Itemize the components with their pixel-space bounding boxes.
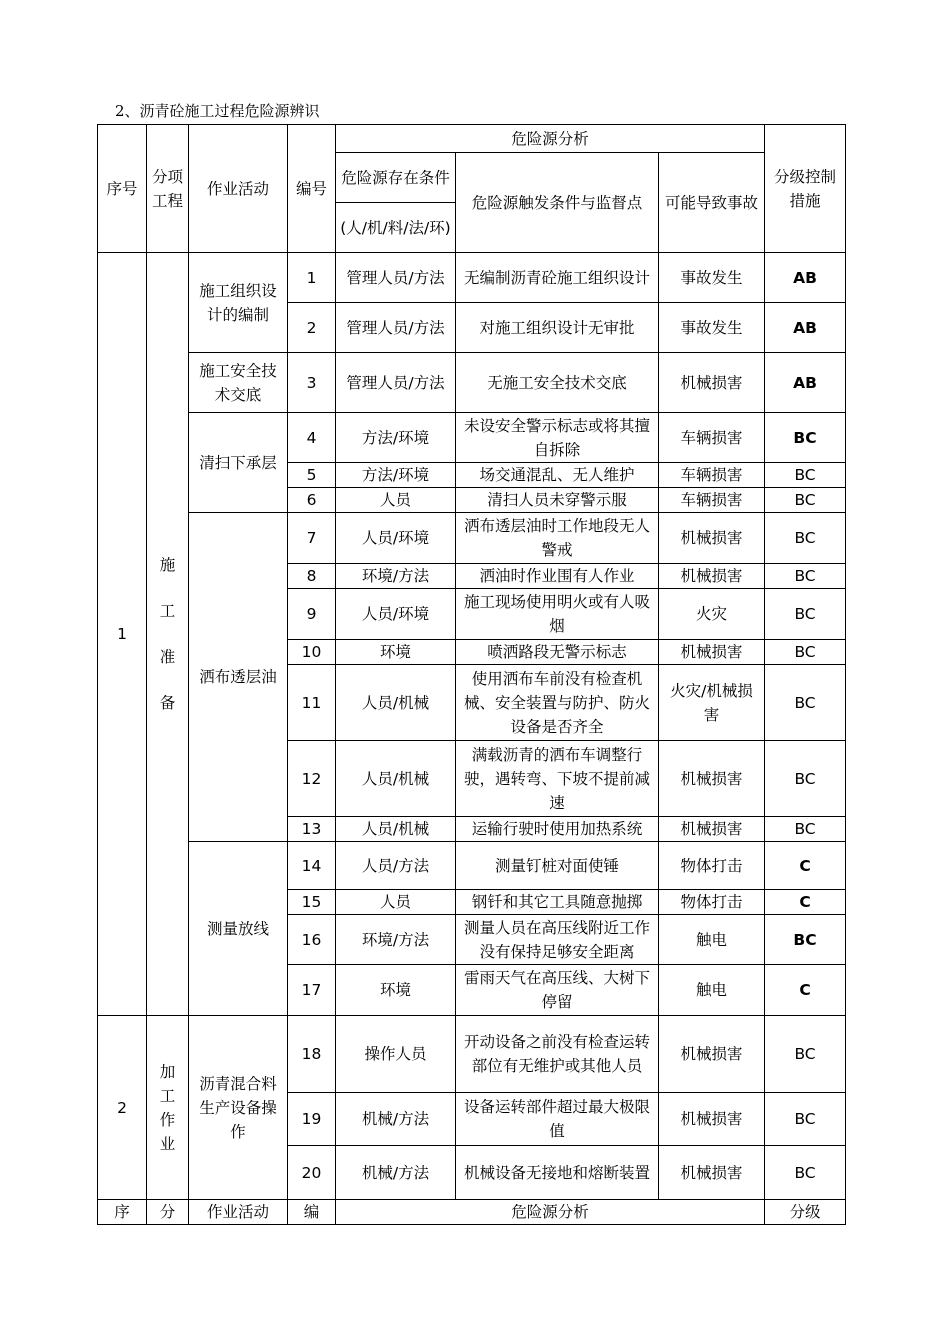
header-activity: 作业活动 (189, 125, 288, 253)
footer-num: 编 (288, 1200, 336, 1225)
row-control: C (765, 890, 846, 915)
row-condition: 管理人员/方法 (336, 253, 456, 303)
row-num: 5 (288, 463, 336, 488)
group-seq: 1 (98, 253, 147, 1016)
row-condition: 人员/环境 (336, 589, 456, 640)
row-condition: 人员/环境 (336, 513, 456, 564)
row-control: BC (765, 564, 846, 589)
hazard-table (97, 124, 846, 1225)
row-trigger: 无编制沥青砼施工组织设计 (456, 253, 659, 303)
row-accident: 机械损害 (659, 1093, 765, 1146)
header-accident: 可能导致事故 (659, 153, 765, 253)
header-trigger: 危险源触发条件与监督点 (456, 153, 659, 253)
row-accident: 车辆损害 (659, 413, 765, 463)
header-condition-types: (人/机/料/法/环) (336, 203, 456, 253)
row-accident: 机械损害 (659, 640, 765, 665)
row-trigger: 设备运转部件超过最大极限值 (456, 1093, 659, 1146)
row-num: 8 (288, 564, 336, 589)
table-row (98, 1016, 846, 1093)
row-num: 14 (288, 842, 336, 890)
activity-cell: 测量放线 (189, 842, 288, 1016)
row-accident: 火灾 (659, 589, 765, 640)
row-accident: 事故发生 (659, 303, 765, 353)
row-accident: 物体打击 (659, 890, 765, 915)
row-condition: 人员 (336, 890, 456, 915)
row-trigger: 无施工安全技术交底 (456, 353, 659, 413)
row-control: BC (765, 1093, 846, 1146)
row-accident: 机械损害 (659, 353, 765, 413)
row-control: BC (765, 741, 846, 817)
row-accident: 机械损害 (659, 564, 765, 589)
row-trigger: 未设安全警示标志或将其擅自拆除 (456, 413, 659, 463)
row-trigger: 对施工组织设计无审批 (456, 303, 659, 353)
row-condition: 环境 (336, 965, 456, 1016)
row-condition: 环境/方法 (336, 564, 456, 589)
row-trigger: 洒油时作业围有人作业 (456, 564, 659, 589)
row-condition: 人员/机械 (336, 741, 456, 817)
row-num: 18 (288, 1016, 336, 1093)
header-row (98, 125, 846, 153)
row-num: 3 (288, 353, 336, 413)
footer-activity: 作业活动 (189, 1200, 288, 1225)
row-accident: 火灾/机械损害 (659, 665, 765, 741)
row-trigger: 清扫人员未穿警示服 (456, 488, 659, 513)
footer-header-row (98, 1200, 846, 1225)
header-analysis: 危险源分析 (336, 125, 765, 153)
row-accident: 触电 (659, 965, 765, 1016)
header-seq: 序号 (98, 125, 147, 253)
row-control: BC (765, 817, 846, 842)
activity-cell: 洒布透层油 (189, 513, 288, 842)
row-control: AB (765, 253, 846, 303)
row-trigger: 喷洒路段无警示标志 (456, 640, 659, 665)
row-num: 6 (288, 488, 336, 513)
row-control: BC (765, 915, 846, 965)
row-accident: 机械损害 (659, 741, 765, 817)
table-row (98, 353, 846, 413)
row-num: 4 (288, 413, 336, 463)
row-num: 11 (288, 665, 336, 741)
table-row (98, 413, 846, 463)
row-num: 19 (288, 1093, 336, 1146)
row-condition: 机械/方法 (336, 1146, 456, 1200)
row-num: 10 (288, 640, 336, 665)
row-control: BC (765, 1016, 846, 1093)
row-condition: 管理人员/方法 (336, 303, 456, 353)
row-num: 17 (288, 965, 336, 1016)
activity-cell: 沥青混合料生产设备操作 (189, 1016, 288, 1200)
row-accident: 车辆损害 (659, 463, 765, 488)
row-num: 2 (288, 303, 336, 353)
row-accident: 机械损害 (659, 1016, 765, 1093)
row-trigger: 满载沥青的洒布车调整行驶，遇转弯、下坡不提前减速 (456, 741, 659, 817)
group-project: 施 工 准 备 (147, 253, 189, 1016)
row-control: BC (765, 665, 846, 741)
row-trigger: 测量钉桩对面使锤 (456, 842, 659, 890)
row-condition: 方法/环境 (336, 463, 456, 488)
row-accident: 机械损害 (659, 1146, 765, 1200)
row-trigger: 测量人员在高压线附近工作没有保持足够安全距离 (456, 915, 659, 965)
row-num: 20 (288, 1146, 336, 1200)
row-trigger: 洒布透层油时工作地段无人警戒 (456, 513, 659, 564)
row-control: BC (765, 640, 846, 665)
header-project: 分项工程 (147, 125, 189, 253)
row-control: C (765, 965, 846, 1016)
row-control: C (765, 842, 846, 890)
table-row (98, 513, 846, 564)
footer-seq: 序 (98, 1200, 147, 1225)
table-row (98, 253, 846, 303)
row-accident: 车辆损害 (659, 488, 765, 513)
row-num: 1 (288, 253, 336, 303)
row-accident: 物体打击 (659, 842, 765, 890)
table-row (98, 842, 846, 890)
document-title: 2、沥青砼施工过程危险源辨识 (115, 102, 320, 120)
header-condition: 危险源存在条件 (336, 153, 456, 203)
footer-project: 分 (147, 1200, 189, 1225)
row-condition: 人员/方法 (336, 842, 456, 890)
row-accident: 事故发生 (659, 253, 765, 303)
row-condition: 环境/方法 (336, 915, 456, 965)
row-condition: 人员/机械 (336, 665, 456, 741)
activity-cell: 施工组织设计的编制 (189, 253, 288, 353)
row-condition: 机械/方法 (336, 1093, 456, 1146)
row-condition: 操作人员 (336, 1016, 456, 1093)
header-control: 分级控制措施 (765, 125, 846, 253)
row-condition: 方法/环境 (336, 413, 456, 463)
row-num: 16 (288, 915, 336, 965)
row-trigger: 雷雨天气在高压线、大树下停留 (456, 965, 659, 1016)
row-control: BC (765, 413, 846, 463)
row-trigger: 场交通混乱、无人维护 (456, 463, 659, 488)
row-control: BC (765, 589, 846, 640)
row-control: BC (765, 488, 846, 513)
row-condition: 人员 (336, 488, 456, 513)
row-num: 7 (288, 513, 336, 564)
row-num: 9 (288, 589, 336, 640)
row-trigger: 钢钎和其它工具随意抛掷 (456, 890, 659, 915)
row-condition: 管理人员/方法 (336, 353, 456, 413)
activity-cell: 施工安全技术交底 (189, 353, 288, 413)
group-project: 加 工 作 业 (147, 1016, 189, 1200)
row-trigger: 开动设备之前没有检查运转部位有无维护或其他人员 (456, 1016, 659, 1093)
row-control: BC (765, 513, 846, 564)
row-trigger: 运输行驶时使用加热系统 (456, 817, 659, 842)
row-accident: 机械损害 (659, 817, 765, 842)
activity-cell: 清扫下承层 (189, 413, 288, 513)
row-accident: 机械损害 (659, 513, 765, 564)
row-trigger: 施工现场使用明火或有人吸烟 (456, 589, 659, 640)
row-num: 15 (288, 890, 336, 915)
row-condition: 人员/机械 (336, 817, 456, 842)
row-num: 13 (288, 817, 336, 842)
row-trigger: 机械设备无接地和熔断装置 (456, 1146, 659, 1200)
row-condition: 环境 (336, 640, 456, 665)
header-num: 编号 (288, 125, 336, 253)
row-control: AB (765, 303, 846, 353)
footer-analysis: 危险源分析 (336, 1200, 765, 1225)
row-control: BC (765, 1146, 846, 1200)
footer-control: 分级 (765, 1200, 846, 1225)
row-control: AB (765, 353, 846, 413)
row-num: 12 (288, 741, 336, 817)
row-trigger: 使用洒布车前没有检查机械、安全装置与防护、防火设备是否齐全 (456, 665, 659, 741)
row-accident: 触电 (659, 915, 765, 965)
row-control: BC (765, 463, 846, 488)
group-seq: 2 (98, 1016, 147, 1200)
